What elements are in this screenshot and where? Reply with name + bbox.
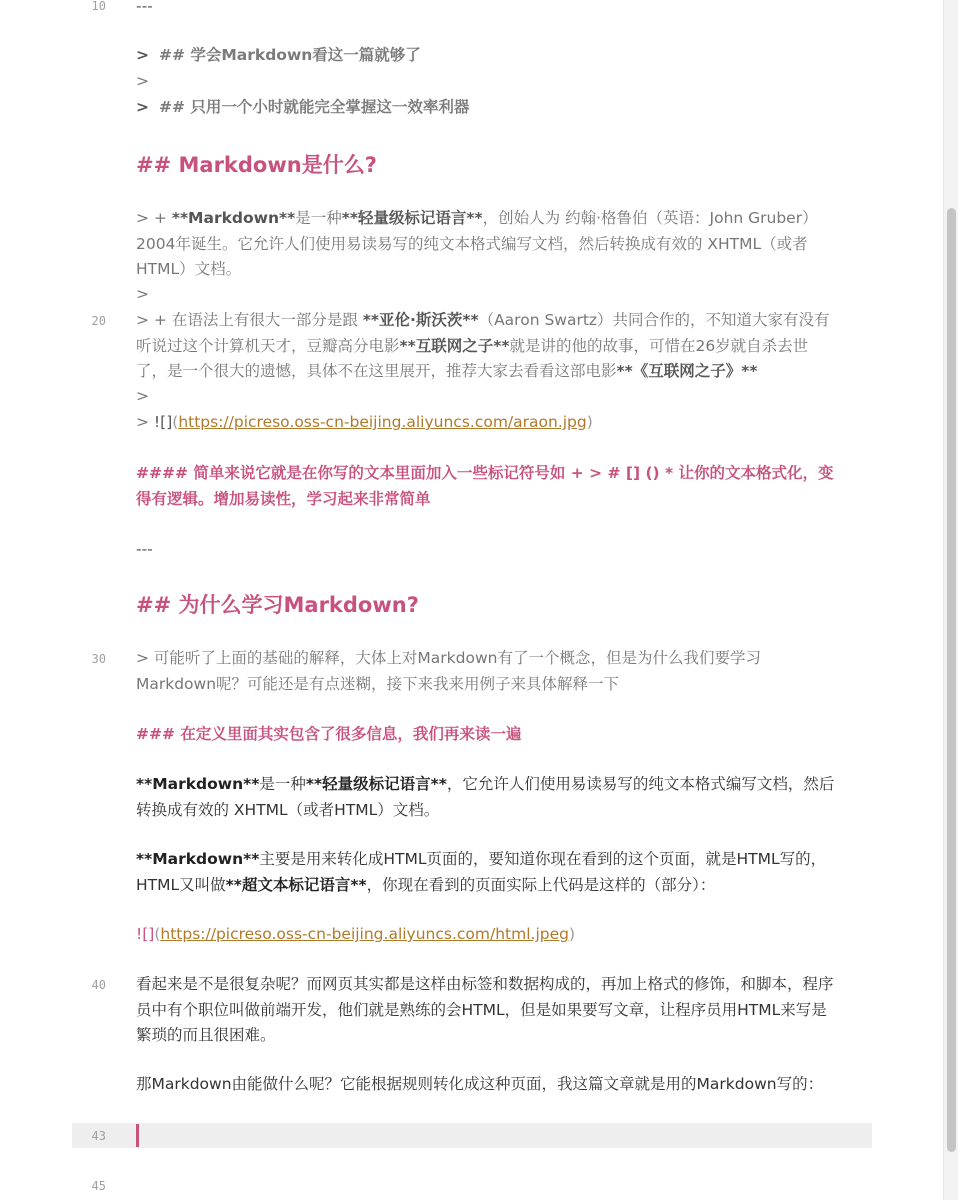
line-number: 43 bbox=[91, 1129, 106, 1143]
text: ，创始人为 约翰·格鲁伯（英语：John Gruber）2004年诞生。它允许人们使用易读易写的纯文本格式编写文档，然后转换成有效的 XHTML（或者HTML）文档。 bbox=[136, 209, 818, 278]
alt-brackets: [] bbox=[142, 925, 155, 943]
bold-text: **Markdown** bbox=[136, 775, 260, 793]
quote-paragraph-3: > 可能听了上面的基础的解释，大体上对Markdown有了一个概念，但是为什么我们要学习Markdown呢？可能还是有点迷糊，接下来我来用例子来具体解释一下 bbox=[136, 649, 761, 693]
text: ，你现在看到的页面实际上代码是这样的（部分）： bbox=[366, 875, 716, 894]
image-link-1 bbox=[136, 410, 836, 436]
paragraph-what-markdown-does: 那Markdown由能做什么呢？它能根据规则转化成这种页面，我这篇文章就是用的Markdown写的： bbox=[136, 1075, 824, 1093]
scrollbar-thumb[interactable] bbox=[947, 208, 956, 1152]
quote-title-line bbox=[136, 43, 836, 69]
text: 主要是用来转化成HTML页面的，要知道你现在看到的这个页面，就是HTML写的，HTML又叫做 bbox=[136, 850, 827, 894]
heading-simple-explanation: #### 简单来说它就是在你写的文本里面加入一些标记符号如 + > # [] () * 让你的文本格式化，变得有逻辑。增加易读性，学习起来非常简单 bbox=[136, 464, 834, 508]
text: 是一种 bbox=[259, 775, 306, 793]
image-marker: ! bbox=[153, 413, 161, 431]
paragraph-html bbox=[136, 847, 836, 898]
quote-prefix: > bbox=[136, 413, 154, 431]
line-number: 20 bbox=[91, 314, 106, 328]
heading-why-learn: ## 为什么学习Markdown? bbox=[136, 593, 419, 617]
paren-close: ) bbox=[568, 925, 576, 943]
vertical-scrollbar[interactable] bbox=[943, 0, 958, 1200]
bold-text: **轻量级标记语言** bbox=[341, 209, 483, 227]
line-number: 10 bbox=[91, 0, 106, 13]
horizontal-rule: --- bbox=[136, 0, 153, 15]
bold-text: **超文本标记语言** bbox=[225, 875, 367, 894]
quote-empty-line: > bbox=[136, 387, 149, 405]
quote-prefix: > + bbox=[136, 209, 172, 227]
line-number: 30 bbox=[91, 652, 106, 666]
quote-marker: > bbox=[136, 98, 149, 116]
text-cursor bbox=[136, 1124, 139, 1147]
quote-empty-line: > bbox=[136, 285, 149, 303]
alt-brackets: [] bbox=[160, 413, 173, 431]
quote-empty-line: > bbox=[136, 72, 149, 90]
bold-text: **Markdown** bbox=[171, 209, 296, 227]
image-url-link[interactable]: https://picreso.oss-cn-beijing.aliyuncs.com/araon.jpg bbox=[178, 413, 587, 431]
quote-paragraph-1 bbox=[136, 206, 836, 283]
quote-title: ## 学会Markdown看这一篇就够了 bbox=[159, 46, 421, 64]
quote-paragraph-2 bbox=[136, 308, 836, 385]
heading-definition: ### 在定义里面其实包含了很多信息，我们再来读一遍 bbox=[136, 725, 522, 743]
image-marker: ! bbox=[136, 925, 143, 943]
image-link-2 bbox=[136, 922, 836, 948]
horizontal-rule: --- bbox=[136, 540, 153, 558]
quote-subtitle-line bbox=[136, 95, 836, 121]
paren-open: ( bbox=[154, 925, 161, 943]
paragraph-definition bbox=[136, 772, 836, 823]
active-line-highlight bbox=[72, 1123, 872, 1148]
bold-text: **Markdown** bbox=[136, 850, 260, 868]
heading-what-is-markdown: ## Markdown是什么? bbox=[136, 153, 377, 177]
line-number: 45 bbox=[91, 1179, 106, 1193]
paren-close: ) bbox=[586, 413, 593, 431]
bold-text: **互联网之子** bbox=[399, 336, 510, 355]
quote-marker: > bbox=[136, 46, 149, 64]
bold-text: **轻量级标记语言** bbox=[305, 775, 447, 793]
bold-text: **亚伦·斯沃茨** bbox=[362, 311, 479, 329]
bold-text: **《互联网之子》** bbox=[616, 362, 758, 380]
line-number: 40 bbox=[91, 978, 106, 992]
text: 是一种 bbox=[295, 209, 342, 227]
text: （Aaron Swartz）共同合作的，不知道大家有没有听说过这个计算机天才，豆瓣高分电影 bbox=[136, 311, 830, 355]
quote-subtitle: ## 只用一个小时就能完全掌握这一效率利器 bbox=[159, 98, 470, 116]
text: ，它允许人们使用易读易写的纯文本格式编写文档，然后转换成有效的 XHTML（或者HTML）文档。 bbox=[136, 775, 835, 819]
paragraph-complexity: 看起来是不是很复杂呢？而网页其实都是这样由标签和数据构成的，再加上格式的修饰，和脚本，程序员中有个职位叫做前端开发，他们就是熟练的会HTML，但是如果要写文章，让程序员用HTML来写是繁琐的而且很困难。 bbox=[136, 975, 834, 1044]
text: 就是讲的他的故事，可惜在26岁就自杀去世了，是一个很大的遗憾，具体不在这里展开，推荐大家去看看这部电影 bbox=[136, 336, 809, 380]
paren-open: ( bbox=[172, 413, 179, 431]
image-url-link[interactable]: https://picreso.oss-cn-beijing.aliyuncs.com/html.jpeg bbox=[160, 925, 569, 943]
quote-prefix: > + 在语法上有很大一部分是跟 bbox=[136, 311, 363, 329]
